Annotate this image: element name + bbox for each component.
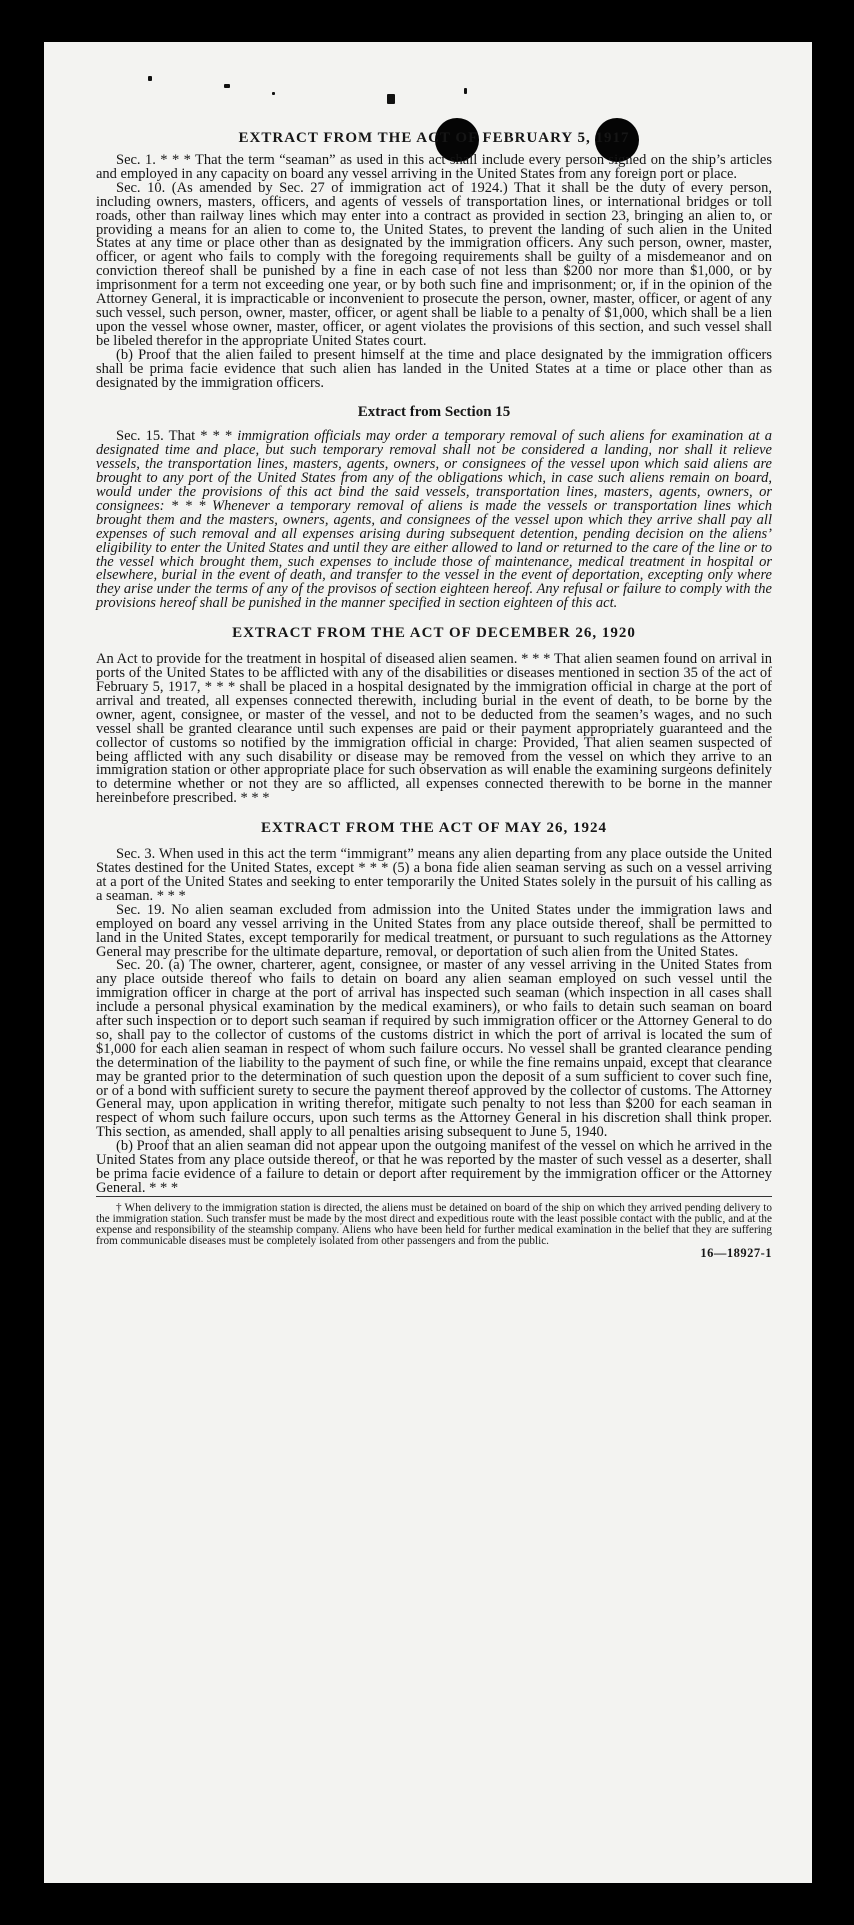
footnote: † When delivery to the immigration station is directed, the aliens must be detained on board of the ship on which they arrived pending delivery to the immigration station. Such transfer must be made by the most direct and expeditious route with the least possible contact with the public, and at the expense and responsibility of the steamship company. Aliens who have been held for further medical examination in the belief that they are suffering from communicable diseases must be completely isolated from other passengers and from the public. <box>96 1196 772 1247</box>
document-body <box>96 128 772 1261</box>
scan-speck <box>224 84 230 88</box>
act-1924-sec-19: Sec. 19. No alien seaman excluded from admission into the United States under the immigration laws and employed on board any vessel arriving in the United States from any place outside thereof, shall be permitted to land in the United States, except temporarily for medical treatment, or pursuant to such regulations as the Attorney General may prescribe for the ultimate departure, removal, or deportation of such alien from the United States. <box>96 901 772 960</box>
act-1920-paragraph: An Act to provide for the treatment in hospital of diseased alien seamen. * * * That alien seamen found on arrival in ports of the United States to be afflicted with any of the disabilities or diseases mentioned in section 35 of the act of February 5, 1917, * * * shall be placed in a hospital designated by the immigration official in charge at the port of arrival and treated, all expenses connected therewith, including burial in the event of death, to be borne by the owner, agent, consignee, or master of the vessel, and not to be deducted from the seamen’s wages, and no such vessel shall be granted clearance until such expenses are paid or their payment appropriately guaranteed and the collector of customs so notified by the immigration official in charge: Provided, That alien seamen suspected of being afflicted with any such disability or disease may be removed from the vessel on which they arrive to an immigration station or other appropriate place for such observation as will enable the examining surgeons definitely to determine whether or not they are so afflicted, all expenses connected therewith to be borne in the manner hereinbefore prescribed. * * * <box>96 651 772 807</box>
sec-15-lead: Sec. 15. That * * * <box>116 428 238 445</box>
act-1917-sec-1: Sec. 1. * * * That the term “seaman” as used in this act shall include every person signed on the ship’s articles and employed in any capacity on board any vessel arriving in the United States from any foreign port or place. <box>96 152 772 182</box>
act-1924-sec-20-b: (b) Proof that an alien seaman did not appear upon the outgoing manifest of the vessel on which he arrived in the United States from any place outside thereof, or that he was reported by the master of such vessel as a deserter, shall be prima facie evidence of a failure to detain or deport after requirement by the immigration officer or the Attorney General. * * * <box>96 1138 772 1196</box>
scan-speck <box>148 76 152 81</box>
act-1917-sec-10: Sec. 10. (As amended by Sec. 27 of immigration act of 1924.) That it shall be the duty of every person, including owners, masters, officers, and agents of vessels of transportation lines, or international bridges or toll roads, other than railway lines which may enter into a contract as provided in section 23, bringing an alien to, or providing a means for an alien to come to, the United States, to prevent the landing of such alien in the United States at any time or place other than as designated by the immigration officers. Any such person, owner, master, officer, or agent who fails to comply with the foregoing requirements shall be guilty of a misdemeanor and on conviction thereof shall be punished by a fine in each case of not less than $200 nor more than $1,000, or by imprisonment for a term not exceeding one year, or by both such fine and imprisonment; or, if in the opinion of the Attorney General, it is impracticable or inconvenient to prosecute the person, owner, master, officer, or agent of any such vessel, such person, owner, master, officer, or agent shall be liable to a penalty of $1,000, which shall be a lien upon the vessel whose owner, master, officer, or agent violates the provisions of this section, and such vessel shall be libeled therefor in the appropriate United States court. <box>96 179 772 349</box>
act-1917-sec-10-b: (b) Proof that the alien failed to present himself at the time and place designated by the immigration officers shall be prima facie evidence that such alien has landed in the United States at a time or place other than as designated by the immigration officers. <box>96 346 772 391</box>
section-15-heading: Extract from Section 15 <box>357 404 511 421</box>
act-1917-sec-15 <box>96 430 772 611</box>
act-1924-title: EXTRACT FROM THE ACT OF MAY 26, 1924 <box>260 820 608 837</box>
scan-speck <box>272 92 275 95</box>
scan-speck <box>464 88 467 94</box>
document-number: 16—18927-1 <box>700 1245 772 1260</box>
act-1917-title: EXTRACT FROM THE ACT OF FEBRUARY 5, 1917 <box>238 130 630 146</box>
sec-15-body: immigration officials may order a temporary removal of such aliens for examination at a designated time and place, but such temporary removal shall not be considered a landing, nor shall it relieve vessels, the transportation lines, masters, agents, owners, or consignees of the vessel upon which said aliens are brought to any port of the United States from any of the obligations which, in case such aliens remain on board, would under the provisions of this act bind the said vessels, transportation lines, masters, agents, owners, or consignees: * * * Whenever a temporary removal of aliens is made the vessels or transportation lines which brought them and the masters, owners, agents, and consignees of the vessel upon which they arrive shall pay all expenses of such removal and all expenses arising during subsequent detention, pending decision on the aliens’ eligibility to enter the United States and until they are either allowed to land or returned to the care of the line or to the vessel which brought them, such expenses to include those of maintenance, medical treatment in hospital or elsewhere, burial in the event of death, and transfer to the vessel in the event of deportation, excepting only where they arise under the terms of any of the provisos of section eighteen hereof. Any refusal or failure to comply with the provisions hereof shall be punished in the manner specified in section eighteen of this act. <box>96 428 772 612</box>
act-1924-sec-20-a: Sec. 20. (a) The owner, charterer, agent, consignee, or master of any vessel arriving in the United States from any place outside thereof who fails to detain on board any alien seaman employed on such vessel until the immigration officer in charge at the port of arrival has inspected such seaman (which inspection in all cases shall include a personal physical examination by the medical examiners), or who fails to detain such seaman on board after such inspection or to deport such seaman if required by such immigration officer or the Attorney General to do so, shall pay to the collector of customs of the customs district in which the port of arrival is located the sum of $1,000 for each alien seaman in respect of whom such failure occurs. No vessel shall be granted clearance pending the determination of the liability to the payment of such fine, or while the fine remains unpaid, except that clearance may be granted prior to the determination of such question upon the deposit of a sum sufficient to cover such fine, or of a bond with sufficient surety to secure the payment thereof approved by the collector of customs. The Attorney General may, upon application in writing therefor, mitigate such penalty to not less than $200 for each seaman in respect of whom such failure occurs, upon such terms as the Attorney General in his discretion shall think proper. This section, as amended, shall apply to all penalties arising subsequent to June 5, 1940. <box>96 957 772 1141</box>
document-page <box>44 42 812 1883</box>
scan-speck <box>387 94 395 104</box>
act-1924-sec-3: Sec. 3. When used in this act the term “immigrant” means any alien departing from any place outside the United States destined for the United States, except * * * (5) a bona fide alien seaman serving as such on a vessel arriving at a port of the United States and seeking to enter temporarily the United States solely in the pursuit of his calling as a seaman. * * * <box>96 846 772 904</box>
act-1920-title: EXTRACT FROM THE ACT OF DECEMBER 26, 1920 <box>232 625 636 642</box>
